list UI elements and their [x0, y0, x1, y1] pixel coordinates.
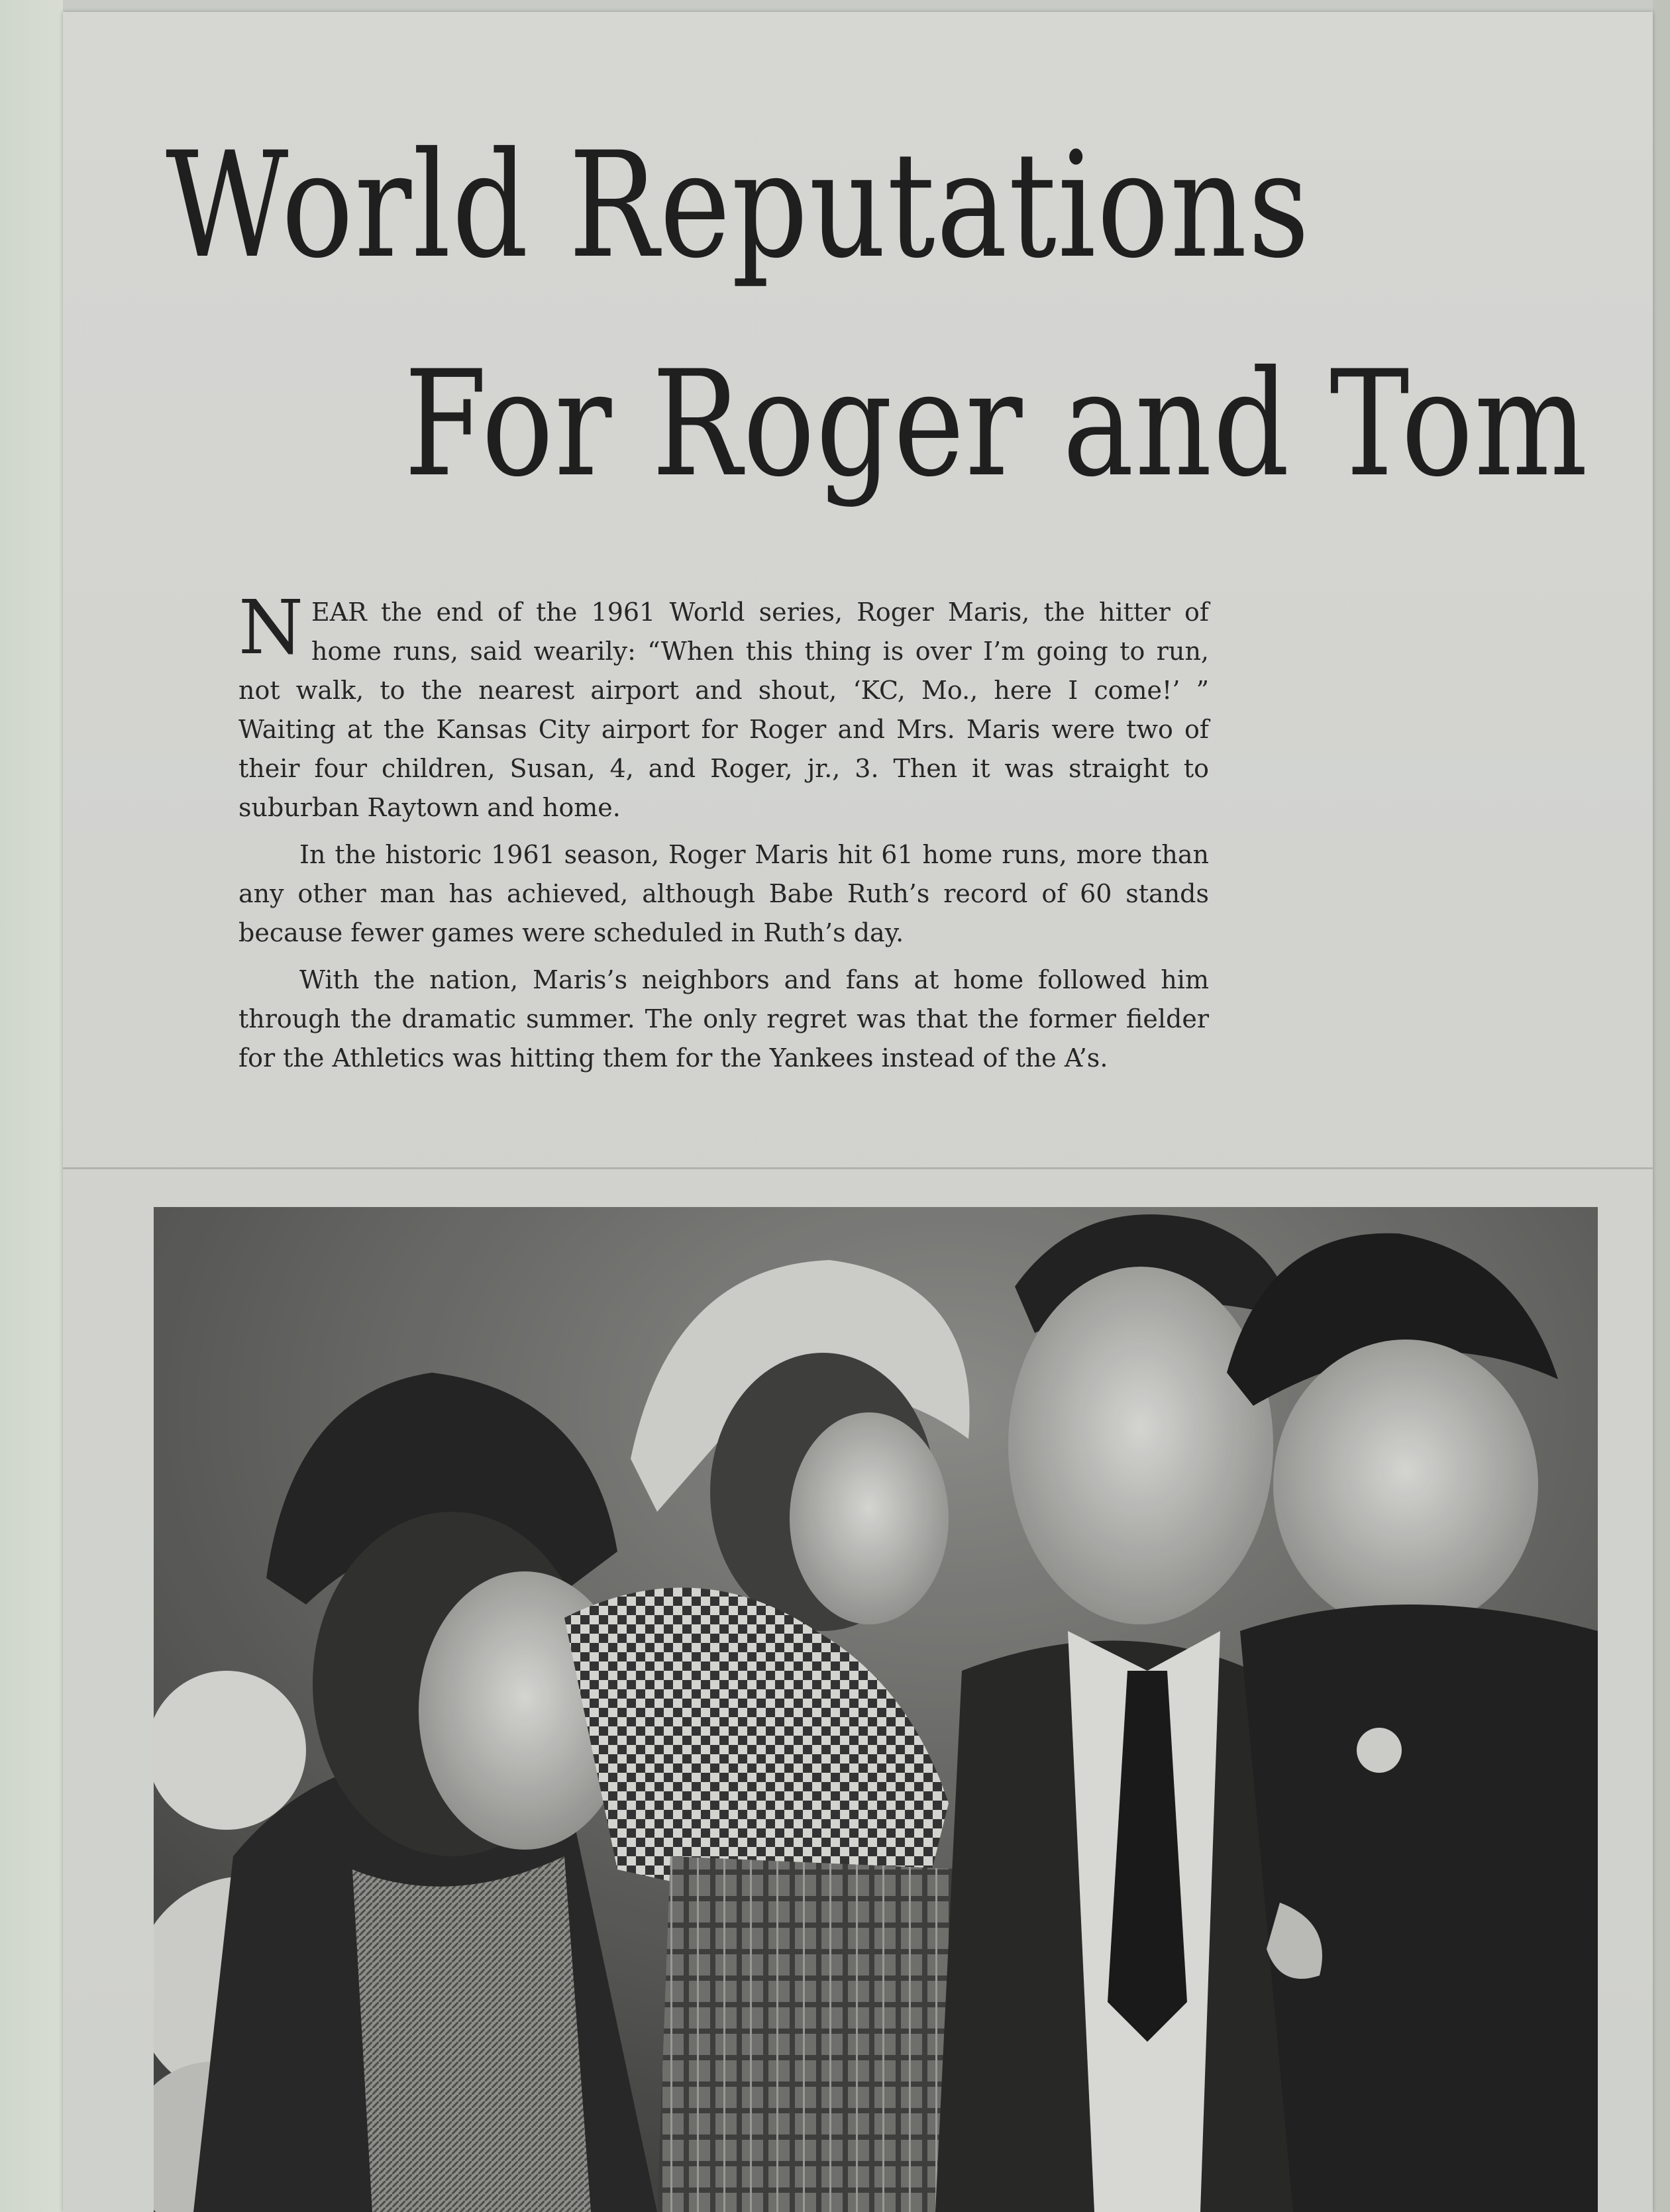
headline-line-2: For Roger and Tom: [404, 339, 1589, 509]
article-body: [238, 585, 1209, 1086]
article-paragraph-3: With the nation, Maris’s neighbors and fans at home followed him through the dramatic summer. The only regret was that the former fielder for the Athletics was hitting them for the Yankees instead of the A’s.: [238, 965, 1209, 1073]
page-fold-line: [63, 1167, 1653, 1169]
photo-illustration: [154, 1207, 1598, 2212]
paragraph-1-text: EAR the end of the 1961 World series, Roger Maris, the hitter of home runs, said wearily: “When this thing is over I’m going to run, not walk, to the nearest airport and shout, ‘KC, Mo., here I come!’ ” Waiting at the Kansas City airport for Roger and Mrs. Maris were two of their four children, Susan, 4, and Roger, jr., 3. Then it was straight to suburban Raytown and home.: [238, 598, 1209, 822]
scan-left-margin: [0, 0, 63, 2212]
scan-right-margin: [1653, 0, 1670, 2212]
family-photograph: [154, 1207, 1598, 2212]
drop-cap: N: [238, 585, 303, 671]
headline-line-1: World Reputations: [166, 121, 1311, 290]
article-paragraph-2: In the historic 1961 season, Roger Maris hit 61 home runs, more than any other man has achieved, although Babe Ruth’s record of 60 stands because fewer games were scheduled in Ruth’s day.: [238, 840, 1209, 947]
article-paragraph-1: [238, 585, 1209, 827]
